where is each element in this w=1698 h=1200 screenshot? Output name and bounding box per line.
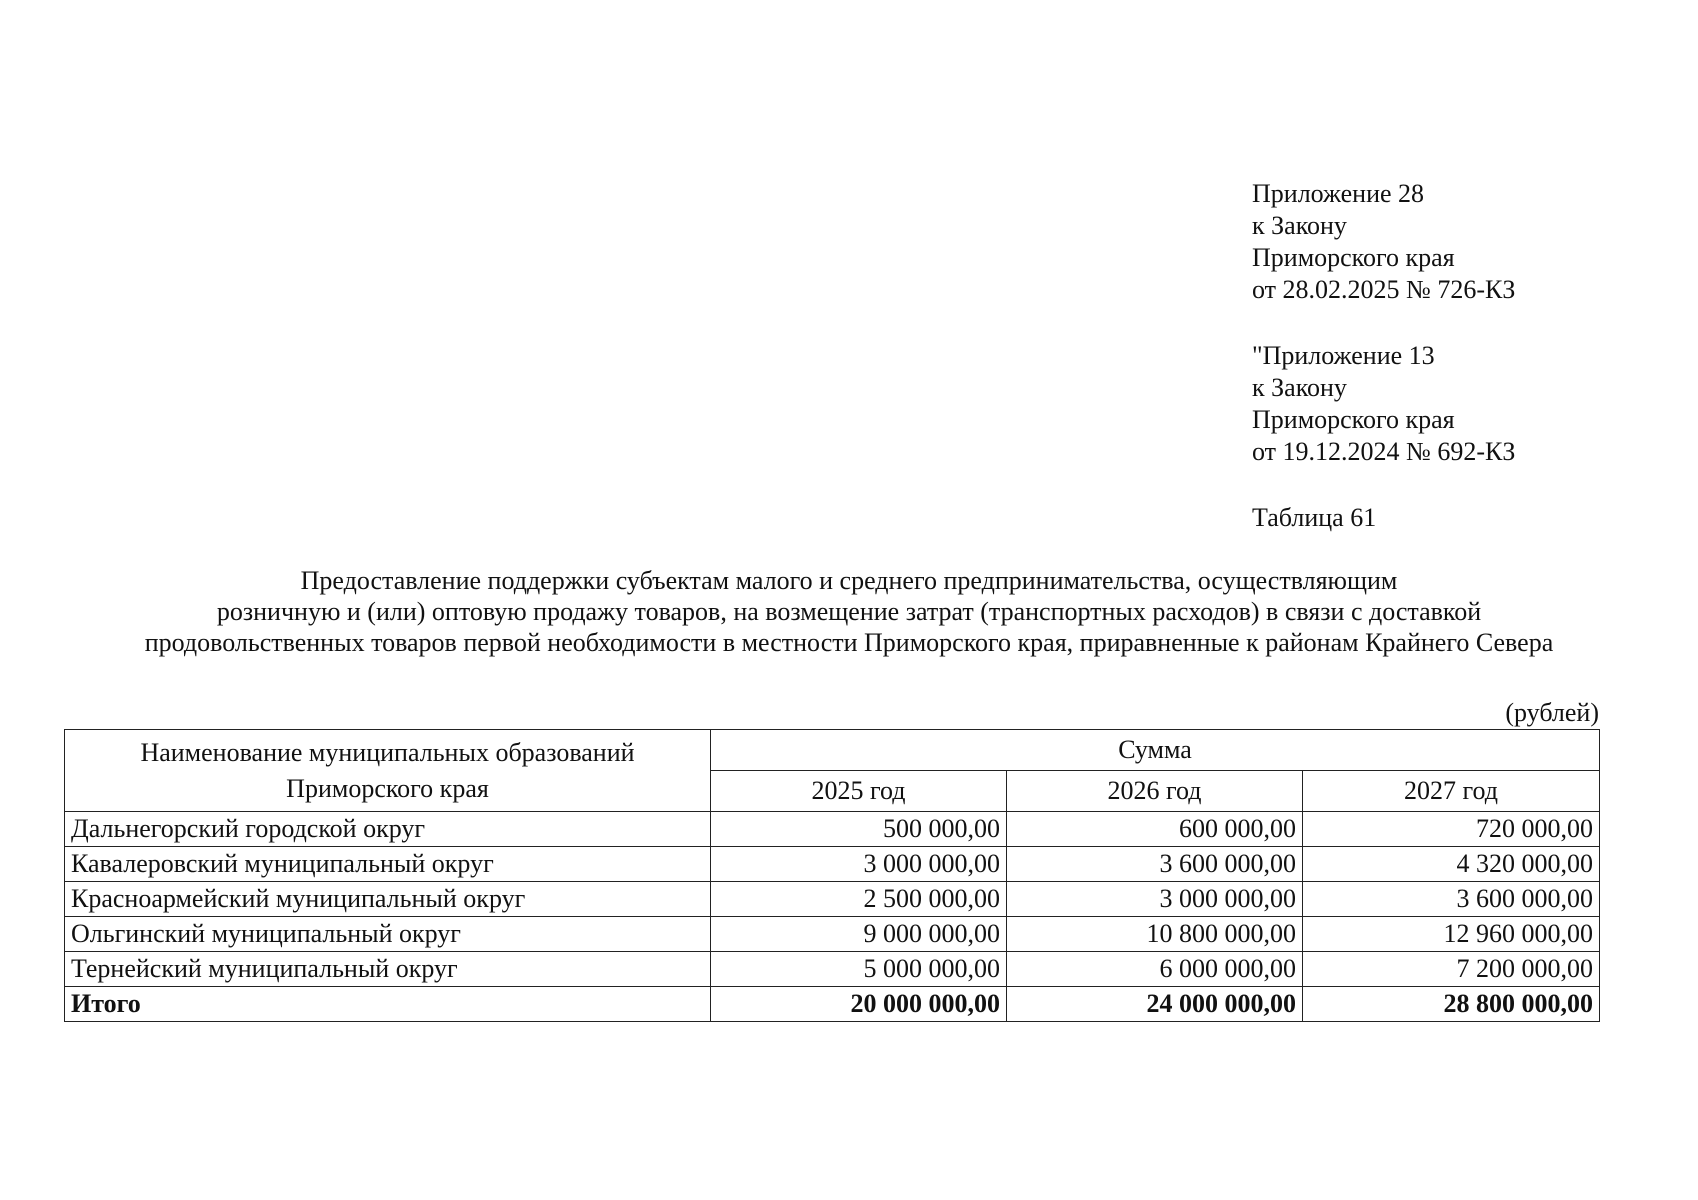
table-row [65,812,1600,847]
approval-line: Приложение 28 [1252,179,1425,208]
total-row [65,987,1600,1022]
total-amount-cell: 24 000 000,00 [1007,987,1303,1022]
amount-cell: 3 600 000,00 [1007,847,1303,882]
approval-line: Приморского края [1252,243,1455,272]
table-row [65,917,1600,952]
column-header-year: 2027 год [1303,771,1600,812]
municipality-name: Кавалеровский муниципальный округ [65,847,711,882]
total-amount-cell: 28 800 000,00 [1303,987,1600,1022]
amount-cell: 3 000 000,00 [1007,882,1303,917]
amount-cell: 3 600 000,00 [1303,882,1600,917]
amount-cell: 720 000,00 [1303,812,1600,847]
amount-cell: 600 000,00 [1007,812,1303,847]
column-header-year: 2026 год [1007,771,1303,812]
amount-cell: 5 000 000,00 [711,952,1007,987]
amount-cell: 10 800 000,00 [1007,917,1303,952]
approval-block-original [1252,340,1515,468]
document-title [40,565,1658,658]
amount-cell: 3 000 000,00 [711,847,1007,882]
column-header-name [65,730,711,812]
amount-cell: 500 000,00 [711,812,1007,847]
municipality-name: Дальнегорский городской округ [65,812,711,847]
table-number: Таблица 61 [1252,503,1377,532]
total-amount-cell: 20 000 000,00 [711,987,1007,1022]
table-row [65,952,1600,987]
column-header-sum: Сумма [711,730,1600,771]
municipality-name: Ольгинский муниципальный округ [65,917,711,952]
column-header-year: 2025 год [711,771,1007,812]
header-name-line: Наименование муниципальных образований [140,737,635,767]
amount-cell: 7 200 000,00 [1303,952,1600,987]
approval-line: к Закону [1252,211,1347,240]
approval-line: к Закону [1252,373,1347,402]
funding-table [64,729,1600,1022]
approval-line: от 28.02.2025 № 726-КЗ [1252,275,1516,304]
approval-block-current [1252,178,1515,306]
title-line: Предоставление поддержки субъектам малого и среднего предпринимательства, осуществляющим [300,566,1398,595]
amount-cell: 9 000 000,00 [711,917,1007,952]
table-row [65,847,1600,882]
approval-line: от 19.12.2024 № 692-КЗ [1252,437,1516,466]
amount-cell: 12 960 000,00 [1303,917,1600,952]
title-line: продовольственных товаров первой необходимости в местности Приморского края, приравненные к районам Крайнего Севера [144,628,1554,657]
municipality-name: Красноармейский муниципальный округ [65,882,711,917]
title-line: розничную и (или) оптовую продажу товаров, на возмещение затрат (транспортных расходов) в связи с доставкой [216,597,1482,626]
municipality-name: Тернейский муниципальный округ [65,952,711,987]
amount-cell: 4 320 000,00 [1303,847,1600,882]
amount-cell: 2 500 000,00 [711,882,1007,917]
approval-line: Приморского края [1252,405,1455,434]
header-name-line: Приморского края [286,773,489,803]
total-label: Итого [65,987,711,1022]
approval-line: "Приложение 13 [1252,341,1435,370]
units-label: (рублей) [1505,698,1599,727]
amount-cell: 6 000 000,00 [1007,952,1303,987]
table-row [65,882,1600,917]
